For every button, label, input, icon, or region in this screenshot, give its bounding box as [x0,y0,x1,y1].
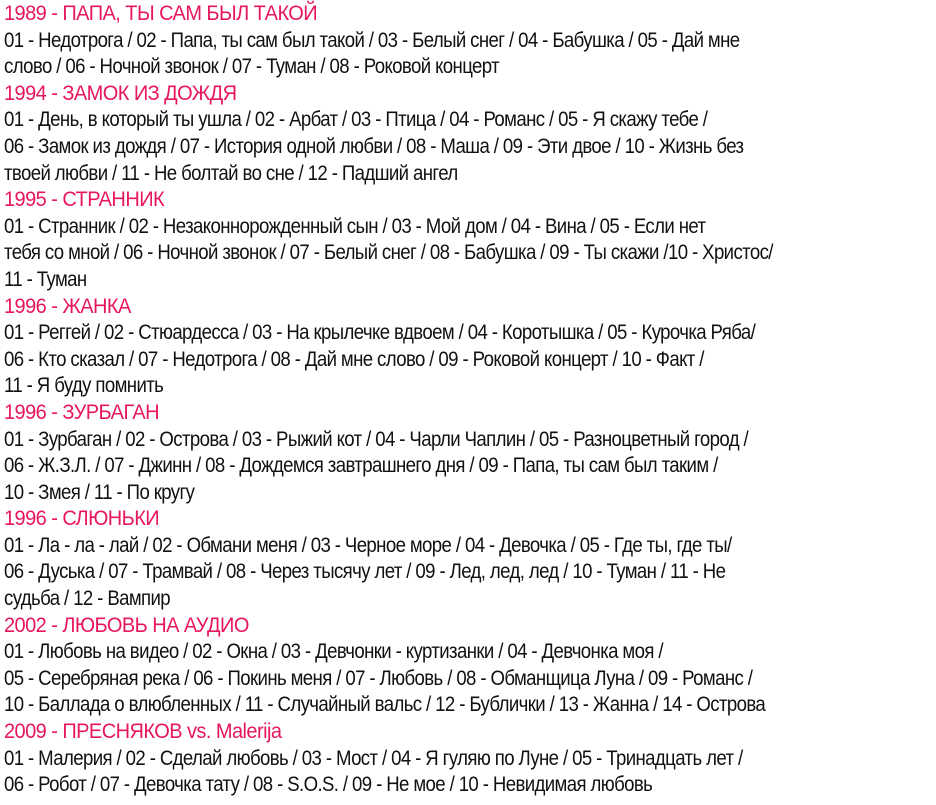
track-line: 11 - Туман [4,266,87,291]
album-1996-zhanka [4,293,934,399]
album-title: 1996 - ЖАНКА [4,293,131,318]
album-1995 [4,186,934,292]
album-title: 1994 - ЗАМОК ИЗ ДОЖДЯ [4,80,237,105]
track-line: 10 - Змея / 11 - По кругу [4,479,195,504]
track-line: 10 - Баллада о влюбленных / 11 - Случайный вальс / 12 - Бублички / 13 - Жанна / 14 - Острова [4,692,766,717]
album-title: 2002 - ЛЮБОВЬ НА АУДИО [4,612,249,637]
album-title: 2009 - ПРЕСНЯКОВ vs. Malerija [4,719,282,744]
track-line: 06 - Замок из дождя / 07 - История одной любви / 08 - Маша / 09 - Эти двое / 10 - Жизнь без [4,133,744,158]
track-line: 01 - Зурбаган / 02 - Острова / 03 - Рыжий кот / 04 - Чарли Чаплин / 05 - Разноцветный город / [4,426,749,451]
track-line: 01 - Любовь на видео / 02 - Окна / 03 - Девчонки - куртизанки / 04 - Девчонка моя / [4,639,663,664]
track-line: 01 - День, в который ты ушла / 02 - Арбат / 03 - Птица / 04 - Романс / 05 - Я скажу тебе / [4,107,708,132]
track-line: 01 - Реггей / 02 - Стюардесса / 03 - На крылечке вдвоем / 04 - Коротышка / 05 - Курочка Ряба/ [4,320,756,345]
track-line: 06 - Робот / 07 - Девочка тату / 08 - S.O.S. / 09 - Не мое / 10 - Невидимая любовь [4,772,653,797]
album-title: 1996 - ЗУРБАГАН [4,399,160,424]
track-line: 01 - Странник / 02 - Незаконнорожденный сын / 03 - Мой дом / 04 - Вина / 05 - Если нет [4,213,706,238]
album-1996-zurbagan [4,399,934,505]
track-line: 01 - Малерия / 02 - Сделай любовь / 03 - Мост / 04 - Я гуляю по Луне / 05 - Тринадцать лет / [4,745,743,770]
album-title: 1989 - ПАПА, ТЫ САМ БЫЛ ТАКОЙ [4,1,318,25]
album-1989 [4,0,934,80]
tracklist-page [4,0,934,798]
track-line: 01 - Недотрога / 02 - Папа, ты сам был такой / 03 - Белый снег / 04 - Бабушка / 05 - Дай мне [4,27,740,52]
album-2009 [4,718,934,798]
album-1996-slyunki [4,505,934,611]
track-line: 05 - Серебряная река / 06 - Покинь меня / 07 - Любовь / 08 - Обманщица Луна / 09 - Романс / [4,665,753,690]
track-line: слово / 06 - Ночной звонок / 07 - Туман / 08 - Роковой концерт [4,54,500,79]
track-line: 06 - Кто сказал / 07 - Недотрога / 08 - Дай мне слово / 09 - Роковой концерт / 10 - Факт / [4,346,704,371]
album-1994 [4,80,934,186]
album-title: 1996 - СЛЮНЬКИ [4,506,160,531]
track-line: твоей любви / 11 - Не болтай во сне / 12 - Падший ангел [4,160,458,185]
track-line: судьба / 12 - Вампир [4,586,171,611]
track-line: 11 - Я буду помнить [4,373,164,398]
track-line: 06 - Дуська / 07 - Трамвай / 08 - Через тысячу лет / 09 - Лед, лед, лед / 10 - Туман / 11 - Не [4,559,726,584]
track-line: 06 - Ж.З.Л. / 07 - Джинн / 08 - Дождемся завтрашнего дня / 09 - Папа, ты сам был таким / [4,453,718,478]
album-title: 1995 - СТРАННИК [4,187,165,212]
track-line: 01 - Ла - ла - лай / 02 - Обмани меня / 03 - Черное море / 04 - Девочка / 05 - Где ты, где ты/ [4,532,732,557]
track-line: тебя со мной / 06 - Ночной звонок / 07 - Белый снег / 08 - Бабушка / 09 - Ты скажи /10 - Христос/ [4,240,773,265]
album-2002 [4,612,934,718]
